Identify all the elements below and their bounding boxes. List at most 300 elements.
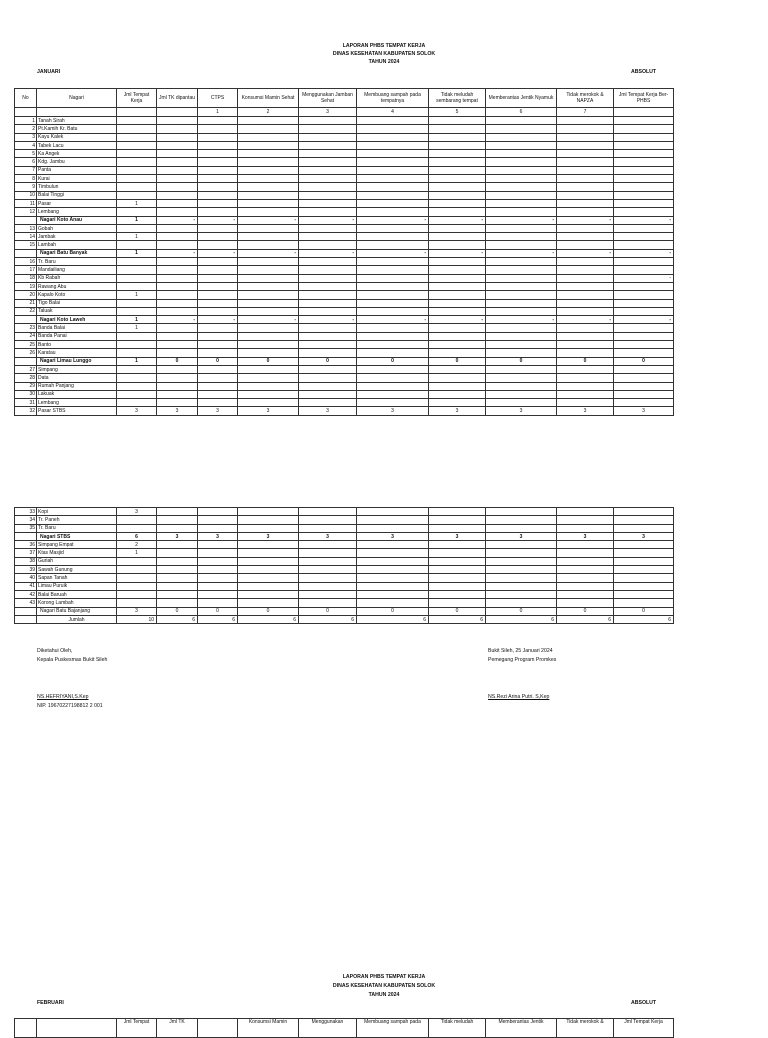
row-value-cell	[557, 341, 614, 349]
row-value-cell	[486, 508, 557, 516]
row-value-cell	[614, 191, 674, 199]
row-value-cell: -	[614, 216, 674, 224]
row-value-cell	[429, 382, 486, 390]
row-value-cell: 10	[117, 615, 157, 623]
row-value-cell: -	[614, 274, 674, 282]
row-value-cell	[614, 374, 674, 382]
row-value-cell: 0	[198, 607, 238, 615]
row-value-cell	[486, 307, 557, 315]
header-jml-tk-dipantau: Jml TK dipantau	[157, 89, 198, 108]
table-row	[15, 241, 674, 249]
row-value-cell	[299, 208, 357, 216]
row-value-cell	[157, 258, 198, 266]
row-value-cell	[157, 557, 198, 565]
row-number: 28	[15, 374, 37, 382]
row-value-cell	[614, 557, 674, 565]
row-value-cell	[299, 574, 357, 582]
row-value-cell	[614, 508, 674, 516]
table-row	[15, 557, 674, 565]
row-value-cell	[157, 541, 198, 549]
row-value-cell	[299, 274, 357, 282]
row-value-cell	[486, 349, 557, 357]
row-value-cell	[614, 166, 674, 174]
row-number	[15, 615, 37, 623]
row-value-cell: 0	[157, 607, 198, 615]
row-value-cell: 0	[299, 357, 357, 365]
row-number: 40	[15, 574, 37, 582]
table-row	[15, 349, 674, 357]
row-nagari-name: Rawang Abu	[37, 282, 117, 290]
row-value-cell	[357, 390, 429, 398]
index-cell: 3	[299, 108, 357, 117]
row-value-cell	[157, 291, 198, 299]
row-value-cell	[557, 199, 614, 207]
table-row	[15, 266, 674, 274]
row-value-cell	[614, 241, 674, 249]
row-value-cell: 3	[238, 407, 299, 415]
row-value-cell	[557, 224, 614, 232]
row-value-cell: 3	[557, 532, 614, 540]
table-row	[15, 607, 674, 615]
row-value-cell	[357, 241, 429, 249]
row-value-cell: 3	[486, 532, 557, 540]
row-value-cell	[157, 341, 198, 349]
signature-left-name: NS.HEFRIYANI,S.Kep	[37, 694, 89, 700]
row-value-cell	[198, 582, 238, 590]
row-value-cell	[198, 349, 238, 357]
header2-jentik: Memberantas Jentik	[486, 1019, 557, 1038]
row-value-cell	[117, 524, 157, 532]
row-value-cell	[238, 549, 299, 557]
row-nagari-name: Nagari Batu Bajanjang	[37, 607, 117, 615]
row-value-cell	[157, 125, 198, 133]
table-row	[15, 208, 674, 216]
row-value-cell	[157, 208, 198, 216]
header-merokok: Tidak merokok & NAPZA	[557, 89, 614, 108]
row-value-cell	[238, 117, 299, 125]
row-value-cell	[299, 183, 357, 191]
row-value-cell	[357, 258, 429, 266]
row-value-cell	[557, 282, 614, 290]
row-value-cell	[614, 399, 674, 407]
header-phbs: Jml Tempat Kerja Ber-PHBS	[614, 89, 674, 108]
row-number: 16	[15, 258, 37, 266]
row-value-cell	[486, 208, 557, 216]
row-value-cell	[299, 557, 357, 565]
row-value-cell	[198, 557, 238, 565]
row-value-cell	[299, 341, 357, 349]
row-value-cell	[557, 175, 614, 183]
row-value-cell	[357, 150, 429, 158]
table-row	[15, 615, 674, 623]
row-value-cell	[198, 125, 238, 133]
row-value-cell	[238, 274, 299, 282]
row-value-cell	[429, 141, 486, 149]
row-value-cell	[429, 549, 486, 557]
row-value-cell	[557, 133, 614, 141]
row-value-cell	[486, 541, 557, 549]
row-value-cell	[238, 365, 299, 373]
row-value-cell: -	[238, 316, 299, 324]
row-value-cell	[614, 258, 674, 266]
row-value-cell	[557, 582, 614, 590]
table-row	[15, 150, 674, 158]
row-value-cell	[429, 158, 486, 166]
row-value-cell	[238, 233, 299, 241]
row-number: 4	[15, 141, 37, 149]
row-value-cell	[614, 266, 674, 274]
row-value-cell	[157, 399, 198, 407]
row-value-cell	[238, 291, 299, 299]
row-nagari-name: Rumah Panjang	[37, 382, 117, 390]
row-value-cell	[429, 191, 486, 199]
row-value-cell	[429, 208, 486, 216]
row-value-cell	[357, 399, 429, 407]
row-value-cell: 0	[299, 607, 357, 615]
header2-sampah: Membuang sampah pada	[357, 1019, 429, 1038]
row-value-cell: 6	[429, 615, 486, 623]
row-value-cell	[614, 208, 674, 216]
row-value-cell: 0	[486, 357, 557, 365]
row-value-cell	[117, 390, 157, 398]
row-value-cell	[157, 374, 198, 382]
row-value-cell	[238, 125, 299, 133]
row-value-cell	[157, 574, 198, 582]
index-cell: 6	[486, 108, 557, 117]
row-value-cell	[429, 399, 486, 407]
table-row	[15, 258, 674, 266]
row-value-cell: 6	[357, 615, 429, 623]
row-value-cell	[198, 324, 238, 332]
row-value-cell	[299, 233, 357, 241]
row-value-cell	[614, 349, 674, 357]
row-value-cell	[557, 307, 614, 315]
row-value-cell	[238, 574, 299, 582]
row-value-cell	[117, 141, 157, 149]
row-value-cell	[117, 166, 157, 174]
row-nagari-name: Pasar STBS	[37, 407, 117, 415]
row-value-cell	[238, 374, 299, 382]
row-value-cell	[238, 582, 299, 590]
row-value-cell	[429, 524, 486, 532]
index-cell: 4	[357, 108, 429, 117]
row-value-cell	[429, 258, 486, 266]
row-value-cell	[198, 307, 238, 315]
row-number: 2	[15, 125, 37, 133]
row-nagari-name: Mandailiang	[37, 266, 117, 274]
signature-right-line2: Pemegang Program Promkes	[488, 657, 557, 663]
row-value-cell: 0	[614, 607, 674, 615]
row-value-cell	[198, 599, 238, 607]
row-value-cell	[238, 349, 299, 357]
row-value-cell	[198, 590, 238, 598]
row-value-cell	[614, 158, 674, 166]
row-value-cell: 6	[299, 615, 357, 623]
row-value-cell	[614, 233, 674, 241]
row-value-cell	[238, 541, 299, 549]
row-value-cell: 3	[238, 532, 299, 540]
row-value-cell	[238, 150, 299, 158]
row-value-cell	[357, 274, 429, 282]
row-value-cell	[157, 233, 198, 241]
row-value-cell	[486, 133, 557, 141]
row-value-cell	[299, 374, 357, 382]
row-value-cell	[238, 191, 299, 199]
table-row	[15, 332, 674, 340]
row-value-cell: -	[357, 249, 429, 257]
row-value-cell	[614, 150, 674, 158]
row-value-cell	[557, 382, 614, 390]
row-value-cell	[557, 566, 614, 574]
row-value-cell: -	[429, 249, 486, 257]
row-nagari-name: Banto	[37, 341, 117, 349]
table-row	[15, 516, 674, 524]
row-value-cell: 3	[117, 407, 157, 415]
header-jml-tempat-kerja: Jml Tempat Kerja	[117, 89, 157, 108]
row-value-cell	[238, 166, 299, 174]
header-nagari: Nagari	[37, 89, 117, 108]
row-value-cell	[429, 599, 486, 607]
row-number: 26	[15, 349, 37, 357]
row-value-cell	[429, 341, 486, 349]
row-value-cell	[117, 365, 157, 373]
report-year: TAHUN 2024	[368, 59, 400, 65]
row-value-cell	[198, 299, 238, 307]
row-number: 42	[15, 590, 37, 598]
row-value-cell	[557, 117, 614, 125]
report2-type: ABSOLUT	[631, 1000, 657, 1006]
row-value-cell	[117, 399, 157, 407]
row-value-cell	[157, 133, 198, 141]
row-value-cell	[429, 274, 486, 282]
table-row	[15, 199, 674, 207]
row-nagari-name: Banda Panai	[37, 332, 117, 340]
row-value-cell	[299, 166, 357, 174]
row-value-cell	[557, 349, 614, 357]
row-value-cell	[299, 291, 357, 299]
row-number: 10	[15, 191, 37, 199]
row-value-cell: 1	[117, 549, 157, 557]
row-value-cell: 1	[117, 233, 157, 241]
row-number: 12	[15, 208, 37, 216]
table-row	[15, 582, 674, 590]
row-value-cell	[429, 332, 486, 340]
header2-merokok: Tidak merokok &	[557, 1019, 614, 1038]
row-value-cell	[157, 158, 198, 166]
row-value-cell	[117, 516, 157, 524]
index-cell: 2	[238, 108, 299, 117]
row-value-cell: 0	[486, 607, 557, 615]
row-number: 33	[15, 508, 37, 516]
row-value-cell	[198, 266, 238, 274]
row-value-cell	[299, 175, 357, 183]
row-value-cell	[614, 307, 674, 315]
row-value-cell	[117, 191, 157, 199]
table-row	[15, 549, 674, 557]
row-nagari-name: Lembang	[37, 399, 117, 407]
table-row	[15, 299, 674, 307]
row-number	[15, 357, 37, 365]
row-value-cell	[117, 566, 157, 574]
row-value-cell	[486, 291, 557, 299]
header2-konsumsi: Konsumsi Mamin	[238, 1019, 299, 1038]
signature-right-line1: Bukit Sileh, 25 Januari 2024	[488, 648, 553, 654]
row-value-cell	[238, 557, 299, 565]
row-value-cell	[429, 365, 486, 373]
row-value-cell	[486, 399, 557, 407]
row-value-cell: 3	[299, 407, 357, 415]
row-value-cell	[357, 332, 429, 340]
row-value-cell	[486, 224, 557, 232]
row-value-cell	[157, 241, 198, 249]
row-value-cell	[117, 374, 157, 382]
row-value-cell	[299, 390, 357, 398]
row-value-cell: -	[429, 316, 486, 324]
row-value-cell	[238, 307, 299, 315]
row-number: 11	[15, 199, 37, 207]
row-value-cell	[198, 332, 238, 340]
row-value-cell	[299, 117, 357, 125]
row-nagari-name: Simpang	[37, 365, 117, 373]
row-value-cell: -	[157, 249, 198, 257]
header2-meludah: Tidak meludah	[429, 1019, 486, 1038]
table-row	[15, 508, 674, 516]
row-value-cell: -	[299, 216, 357, 224]
row-value-cell	[429, 307, 486, 315]
row-value-cell	[429, 557, 486, 565]
row-value-cell	[157, 117, 198, 125]
table-row	[15, 357, 674, 365]
row-value-cell	[614, 199, 674, 207]
row-value-cell	[557, 125, 614, 133]
row-nagari-name: Kurai	[37, 175, 117, 183]
row-value-cell	[486, 158, 557, 166]
row-nagari-name: Lembang	[37, 208, 117, 216]
row-value-cell	[557, 590, 614, 598]
row-value-cell	[157, 199, 198, 207]
row-value-cell	[357, 158, 429, 166]
row-value-cell	[238, 158, 299, 166]
row-value-cell	[238, 399, 299, 407]
row-value-cell	[198, 341, 238, 349]
row-nagari-name: Ka Angek	[37, 150, 117, 158]
row-value-cell	[198, 382, 238, 390]
row-value-cell: 1	[117, 316, 157, 324]
row-value-cell	[486, 549, 557, 557]
row-nagari-name: Tr. Baru	[37, 524, 117, 532]
row-value-cell	[157, 390, 198, 398]
row-number	[15, 532, 37, 540]
row-value-cell	[157, 590, 198, 598]
row-value-cell	[157, 365, 198, 373]
row-value-cell	[198, 141, 238, 149]
row-value-cell	[357, 582, 429, 590]
report-type: ABSOLUT	[631, 69, 657, 75]
row-value-cell	[357, 282, 429, 290]
row-value-cell: 6	[557, 615, 614, 623]
row-value-cell	[429, 566, 486, 574]
row-value-cell	[557, 183, 614, 191]
row-nagari-name: Nagari Batu Banyak	[37, 249, 117, 257]
row-value-cell: -	[557, 316, 614, 324]
row-value-cell	[614, 566, 674, 574]
row-nagari-name: Guriah	[37, 557, 117, 565]
row-value-cell	[299, 524, 357, 532]
row-value-cell	[198, 274, 238, 282]
row-value-cell	[429, 241, 486, 249]
row-value-cell	[614, 175, 674, 183]
row-number: 34	[15, 516, 37, 524]
table-row	[15, 158, 674, 166]
row-value-cell	[357, 224, 429, 232]
row-value-cell: -	[557, 216, 614, 224]
signature-left-nip: NIP. 19670227198812 2 001	[37, 703, 103, 709]
index-cell: 1	[198, 108, 238, 117]
row-value-cell: 3	[429, 407, 486, 415]
row-value-cell	[557, 524, 614, 532]
row-value-cell: 3	[486, 407, 557, 415]
row-value-cell: 3	[117, 508, 157, 516]
row-value-cell	[198, 199, 238, 207]
row-value-cell	[557, 158, 614, 166]
row-value-cell	[238, 508, 299, 516]
row-nagari-name: Lakuak	[37, 390, 117, 398]
row-value-cell	[157, 582, 198, 590]
row-value-cell	[299, 332, 357, 340]
row-value-cell	[198, 524, 238, 532]
row-value-cell	[357, 125, 429, 133]
row-value-cell	[357, 291, 429, 299]
row-value-cell	[357, 382, 429, 390]
row-value-cell	[117, 208, 157, 216]
row-nagari-name: Tigo Balai	[37, 299, 117, 307]
row-value-cell	[486, 274, 557, 282]
row-number: 19	[15, 282, 37, 290]
row-value-cell	[557, 208, 614, 216]
row-value-cell: 3	[299, 532, 357, 540]
row-value-cell	[198, 175, 238, 183]
row-value-cell	[299, 590, 357, 598]
row-nagari-name: Nagari Koto Laweh	[37, 316, 117, 324]
row-value-cell	[117, 332, 157, 340]
table-row	[15, 316, 674, 324]
row-value-cell: 3	[198, 407, 238, 415]
row-value-cell	[299, 158, 357, 166]
table-row	[15, 399, 674, 407]
row-value-cell: 1	[117, 357, 157, 365]
report2-subtitle: DINAS KESEHATAN KABUPATEN SOLOK	[332, 983, 436, 989]
table-row	[15, 407, 674, 415]
row-value-cell	[157, 524, 198, 532]
row-value-cell	[486, 233, 557, 241]
row-value-cell	[357, 299, 429, 307]
row-value-cell	[117, 266, 157, 274]
row-value-cell	[299, 508, 357, 516]
row-value-cell	[429, 324, 486, 332]
row-value-cell	[357, 549, 429, 557]
row-value-cell	[486, 241, 557, 249]
row-nagari-name: Lambah	[37, 241, 117, 249]
row-value-cell	[486, 390, 557, 398]
table-row	[15, 590, 674, 598]
row-value-cell	[198, 291, 238, 299]
row-value-cell: 3	[429, 532, 486, 540]
row-value-cell: 6	[198, 615, 238, 623]
table-row	[15, 175, 674, 183]
row-value-cell	[117, 599, 157, 607]
row-nagari-name: Timbulun	[37, 183, 117, 191]
row-value-cell	[117, 117, 157, 125]
